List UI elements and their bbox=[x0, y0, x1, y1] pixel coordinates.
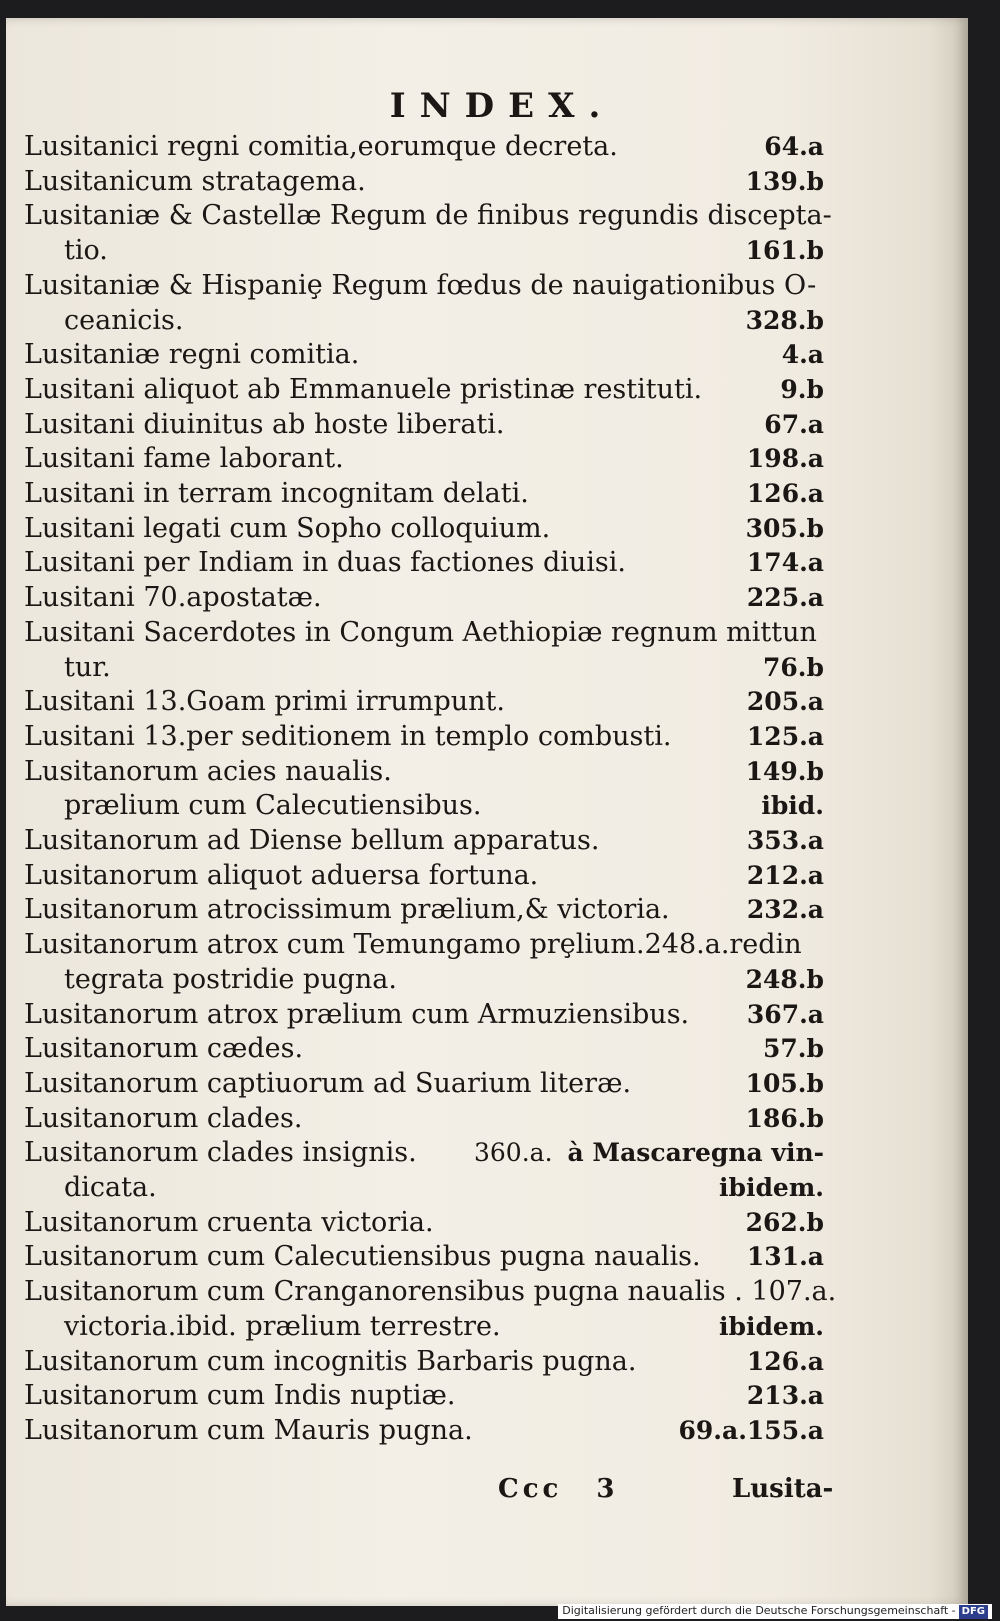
entry-text: Lusitani 70.apostatæ. bbox=[24, 582, 322, 614]
index-entry bbox=[24, 165, 824, 199]
index-entry bbox=[24, 477, 824, 511]
entry-page-ref: 213.a bbox=[746, 1381, 824, 1411]
index-entry bbox=[24, 1275, 837, 1309]
entry-page-ref: 305.b bbox=[745, 513, 824, 543]
entry-page-ref: 126.a bbox=[746, 1346, 824, 1376]
catchword: Lusita- bbox=[732, 1474, 834, 1504]
entry-page-ref: ibidem. bbox=[718, 1173, 824, 1202]
index-entry bbox=[24, 1379, 824, 1413]
entry-text: Lusitaniæ regni comitia. bbox=[24, 339, 360, 371]
page-header: INDEX. bbox=[389, 86, 615, 126]
entry-page-ref: 149.b bbox=[745, 756, 824, 786]
index-entry bbox=[24, 1136, 824, 1170]
entry-page-ref: 69.a.155.a bbox=[678, 1415, 824, 1445]
entry-text: Lusitani per Indiam in duas factiones diuisi. bbox=[24, 547, 626, 579]
entry-page-ref: 198.a bbox=[746, 444, 824, 474]
entry-page-ref: 161.b bbox=[745, 236, 824, 266]
entry-text: Lusitanicum stratagema. bbox=[24, 165, 366, 197]
entry-page-ref: 225.a bbox=[746, 583, 824, 613]
index-entry bbox=[24, 859, 824, 893]
entry-text: Lusitanorum cruenta victoria. bbox=[24, 1206, 434, 1238]
index-entry bbox=[24, 1345, 824, 1379]
dfg-logo: DFG bbox=[959, 1605, 988, 1619]
index-entry bbox=[24, 963, 824, 997]
entry-page-ref: ibid. bbox=[761, 791, 824, 821]
index-entry bbox=[24, 234, 824, 268]
entry-text: Lusitanorum cum incognitis Barbaris pugna. bbox=[24, 1345, 637, 1377]
entry-text: Lusitanorum aliquot aduersa fortuna. bbox=[24, 859, 539, 891]
entry-text: tegrata postridie pugna. bbox=[64, 963, 397, 995]
index-entry bbox=[24, 338, 824, 372]
entry-reference: 360.a. bbox=[474, 1138, 553, 1168]
entry-text: Lusitanorum clades. bbox=[24, 1102, 303, 1134]
entry-text: Lusitani diuinitus ab hoste liberati. bbox=[24, 408, 505, 440]
entry-page-ref: 205.a bbox=[746, 687, 824, 717]
entry-text: Lusitani in terram incognitam delati. bbox=[24, 478, 529, 509]
entry-text: Lusitaniæ & Castellæ Regum de finibus regundis discepta- bbox=[24, 200, 832, 232]
entry-page-ref: 64.a bbox=[764, 132, 824, 161]
entry-page-ref: 353.a bbox=[746, 826, 824, 855]
entry-text: Lusitani legati cum Sopho colloquium. bbox=[24, 512, 551, 544]
entry-text: prælium cum Calecutiensibus. bbox=[64, 790, 482, 822]
index-entry bbox=[24, 824, 824, 858]
book-page bbox=[6, 18, 968, 1606]
entry-text: Lusitani 13.per seditionem in templo combusti. bbox=[24, 720, 672, 752]
entry-page-ref: 139.b bbox=[745, 166, 824, 196]
entry-page-ref: 9.b bbox=[780, 374, 824, 404]
entry-text: Lusitanici regni comitia,eorumque decreta. bbox=[24, 131, 618, 162]
entry-page-ref: 126.a bbox=[746, 479, 824, 508]
index-entry bbox=[24, 130, 824, 164]
index-entry bbox=[24, 581, 824, 615]
entry-page-ref: à Mascaregna vin- bbox=[567, 1138, 824, 1168]
entry-page-ref: 125.a bbox=[746, 721, 824, 751]
entry-page-ref: 328.b bbox=[745, 305, 824, 335]
entry-text: Lusitanorum cum Cranganorensibus pugna naualis . 107.a. bbox=[24, 1276, 837, 1308]
index-entry bbox=[24, 651, 824, 685]
entry-text: Lusitanorum cum Calecutiensibus pugna naualis. bbox=[24, 1241, 701, 1273]
entry-text: Lusitanorum atrox prælium cum Armuziensibus. bbox=[24, 998, 690, 1030]
index-entry bbox=[24, 1171, 824, 1205]
entry-text: Lusitanorum cum Mauris pugna. bbox=[24, 1414, 473, 1446]
index-entry bbox=[24, 304, 824, 338]
entry-text: Lusitanorum atrox cum Temungamo prȩlium.248.a.redin bbox=[24, 929, 802, 961]
entry-page-ref: ibidem. bbox=[718, 1311, 824, 1341]
entry-text: Lusitanorum clades insignis. bbox=[24, 1137, 417, 1169]
index-entry bbox=[24, 1240, 824, 1274]
signature-number: 3 bbox=[596, 1474, 619, 1504]
entry-page-ref: 67.a bbox=[764, 409, 824, 439]
index-entry bbox=[24, 720, 824, 754]
entry-page-ref: 131.a bbox=[746, 1242, 824, 1272]
digitization-credit bbox=[558, 1604, 992, 1619]
index-entry bbox=[24, 616, 824, 650]
entry-page-ref: 174.a bbox=[746, 548, 824, 578]
entry-text: Lusitani 13.Goam primi irrumpunt. bbox=[24, 686, 505, 718]
entry-page-ref: 4.a bbox=[781, 340, 824, 370]
index-entry bbox=[24, 442, 824, 476]
index-entry bbox=[24, 998, 824, 1032]
entry-text: Lusitanorum atrocissimum prælium,& victoria. bbox=[24, 894, 670, 926]
index-entry bbox=[24, 1206, 824, 1240]
index-entry bbox=[24, 199, 832, 233]
entry-text: Lusitanorum acies naualis. bbox=[24, 755, 392, 787]
entry-text: victoria.ibid. prælium terrestre. bbox=[64, 1310, 501, 1342]
entry-text: Lusitani fame laborant. bbox=[24, 443, 344, 475]
index-entry bbox=[24, 1310, 824, 1344]
entry-page-ref: 248.b bbox=[745, 964, 824, 994]
entry-text: Lusitanorum cum Indis nuptiæ. bbox=[24, 1380, 456, 1412]
entry-page-ref: 212.a bbox=[746, 860, 824, 890]
entry-text: tio. bbox=[64, 235, 108, 267]
entry-page-ref: 76.b bbox=[763, 652, 824, 682]
index-entry bbox=[24, 546, 824, 580]
index-entry bbox=[24, 408, 824, 442]
entry-page-ref: 57.b bbox=[763, 1034, 824, 1064]
index-entry bbox=[24, 269, 824, 303]
entry-text: ceanicis. bbox=[64, 304, 184, 336]
entry-text: tur. bbox=[64, 651, 111, 683]
signature-letters: Ccc bbox=[498, 1474, 563, 1504]
index-entry bbox=[24, 1032, 824, 1066]
index-entry bbox=[24, 893, 824, 927]
entry-page-ref: 186.b bbox=[745, 1103, 824, 1133]
entry-page-ref: 105.b bbox=[745, 1068, 824, 1098]
entry-text: Lusitanorum captiuorum ad Suarium literæ. bbox=[24, 1067, 632, 1099]
index-entry bbox=[24, 755, 824, 789]
entry-text: Lusitanorum cædes. bbox=[24, 1033, 304, 1065]
entry-text: Lusitaniæ & Hispaniȩ Regum fœdus de nauigationibus O- bbox=[24, 269, 817, 301]
entry-text: dicata. bbox=[64, 1172, 157, 1203]
entry-page-ref: 367.a bbox=[746, 999, 824, 1029]
signature-mark bbox=[498, 1472, 618, 1506]
index-entry bbox=[24, 1414, 824, 1448]
entry-text: Lusitani aliquot ab Emmanuele pristinæ restituti. bbox=[24, 373, 703, 405]
index-entry bbox=[24, 373, 824, 407]
entry-page-ref: 232.a bbox=[746, 895, 824, 925]
index-entry bbox=[24, 1102, 824, 1136]
index-entry bbox=[24, 928, 824, 962]
entry-text: Lusitani Sacerdotes in Congum Aethiopiæ regnum mittun bbox=[24, 616, 817, 648]
index-entry bbox=[24, 512, 824, 546]
index-entry bbox=[24, 789, 824, 823]
entry-text: Lusitanorum ad Diense bellum apparatus. bbox=[24, 825, 600, 856]
index-entry bbox=[24, 685, 824, 719]
index-entry bbox=[24, 1067, 824, 1101]
credit-text: Digitalisierung gefördert durch die Deutsche Forschungsgemeinschaft - bbox=[562, 1604, 956, 1617]
entry-page-ref: 262.b bbox=[745, 1207, 824, 1237]
